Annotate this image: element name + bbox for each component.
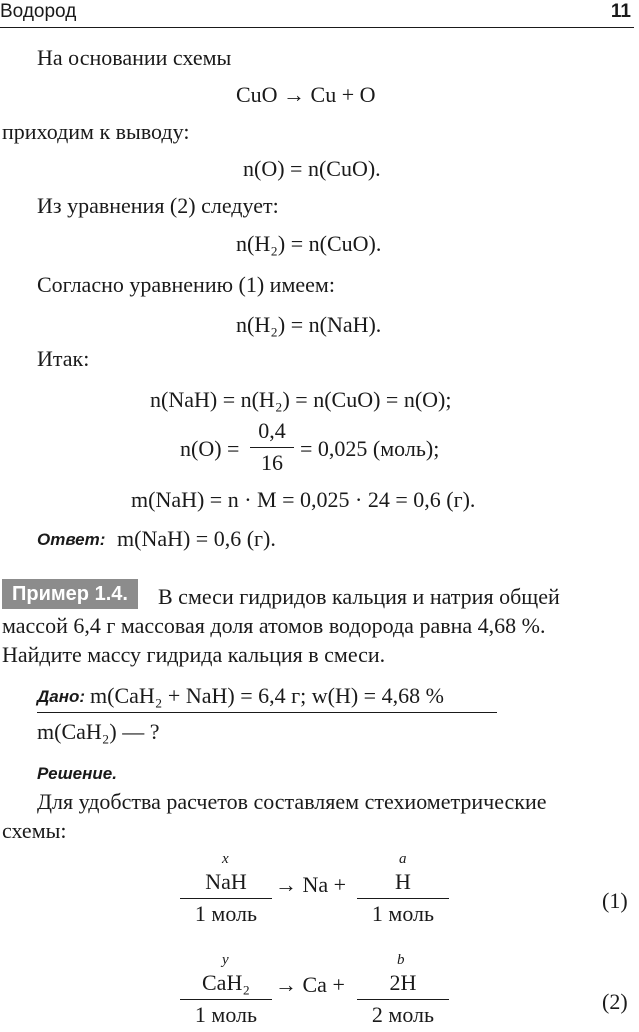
- given-value: m(CaH₂ + NaH) = 6,4 г; w(H) = 4,68 %: [90, 683, 444, 708]
- paragraph-intro: На основании схемы: [37, 45, 232, 70]
- find-value: m(CaH₂) — ?: [37, 719, 160, 744]
- equation-n-h2-cuo: n(H₂) = n(CuO).: [236, 231, 382, 256]
- example-label: Пример 1.4.: [2, 579, 138, 609]
- scheme2-number: (2): [602, 989, 628, 1014]
- solution-text-line-2: схемы:: [2, 818, 67, 843]
- equation-chain: n(NaH) = n(H₂) = n(CuO) = n(O);: [150, 387, 452, 412]
- paragraph-according-eq1: Согласно уравнению (1) имеем:: [37, 272, 335, 297]
- scheme2-right-bar: [357, 999, 449, 1000]
- scheme1-substance-h: H: [395, 869, 411, 894]
- page-number: 11: [610, 1, 631, 22]
- scheme2-substance-cah2: CaH₂: [202, 970, 250, 995]
- header-rule: [0, 27, 634, 28]
- paragraph-thus: Итак:: [37, 346, 90, 371]
- scheme1-middle: → Na +: [275, 872, 347, 897]
- scheme2-middle: → Ca +: [275, 972, 345, 997]
- scheme2-left-denominator: 1 моль: [194, 1002, 258, 1027]
- paragraph-from-eq2: Из уравнения (2) следует:: [37, 193, 279, 218]
- scheme2-left-bar: [180, 999, 272, 1000]
- answer-label: Ответ:: [37, 530, 106, 549]
- equation-mass: m(NaH) = n · M = 0,025 · 24 = 0,6 (г).: [131, 487, 476, 512]
- solution-label: Решение.: [37, 764, 117, 783]
- scheme2-substance-2h: 2H: [389, 970, 417, 995]
- fraction-mol: [250, 418, 294, 476]
- scheme1-left-bar: [180, 898, 272, 899]
- scheme1-substance-nah: NaH: [205, 869, 247, 894]
- scheme1-left-fraction: [180, 869, 272, 927]
- scheme-cuo: CuO → Cu + O: [236, 82, 376, 107]
- scheme2-left-fraction: [180, 970, 272, 1028]
- fraction-bar: [250, 447, 294, 448]
- fraction-denominator: 16: [261, 450, 283, 475]
- example-text-line-2: массой 6,4 г массовая доля атомов водорода равна 4,68 %.: [2, 613, 546, 638]
- scheme2-var-b: b: [397, 952, 405, 968]
- equation-n-h2-nah: n(H₂) = n(NaH).: [236, 312, 382, 337]
- fraction-rhs: = 0,025 (моль);: [300, 436, 440, 461]
- example-text-line-3: Найдите массу гидрида кальция в смеси.: [2, 642, 386, 667]
- scheme1-left-denominator: 1 моль: [194, 901, 258, 926]
- fraction-numerator: 0,4: [258, 418, 286, 443]
- scheme2-right-fraction: [357, 970, 449, 1028]
- given-label: Дано:: [37, 687, 86, 706]
- given-rule: [37, 712, 497, 713]
- running-header-title: Водород: [0, 1, 77, 22]
- scheme2-right-denominator: 2 моль: [371, 1002, 435, 1027]
- scheme1-number: (1): [602, 888, 628, 913]
- solution-text-line-1: Для удобства расчетов составляем стехиометрические: [37, 789, 547, 814]
- fraction-lhs: n(O) =: [180, 436, 240, 461]
- answer-value: m(NaH) = 0,6 (г).: [117, 526, 276, 551]
- scheme1-right-denominator: 1 моль: [371, 901, 435, 926]
- scheme1-right-fraction: [357, 869, 449, 927]
- paragraph-conclusion: приходим к выводу:: [2, 119, 190, 144]
- scheme1-right-bar: [357, 898, 449, 899]
- example-text-line-1: В смеси гидридов кальция и натрия общей: [158, 584, 560, 609]
- scheme1-var-a: a: [399, 851, 407, 867]
- scheme1-var-x: x: [222, 851, 229, 867]
- scheme2-var-y: y: [222, 952, 229, 968]
- equation-n-o: n(O) = n(CuO).: [243, 156, 381, 181]
